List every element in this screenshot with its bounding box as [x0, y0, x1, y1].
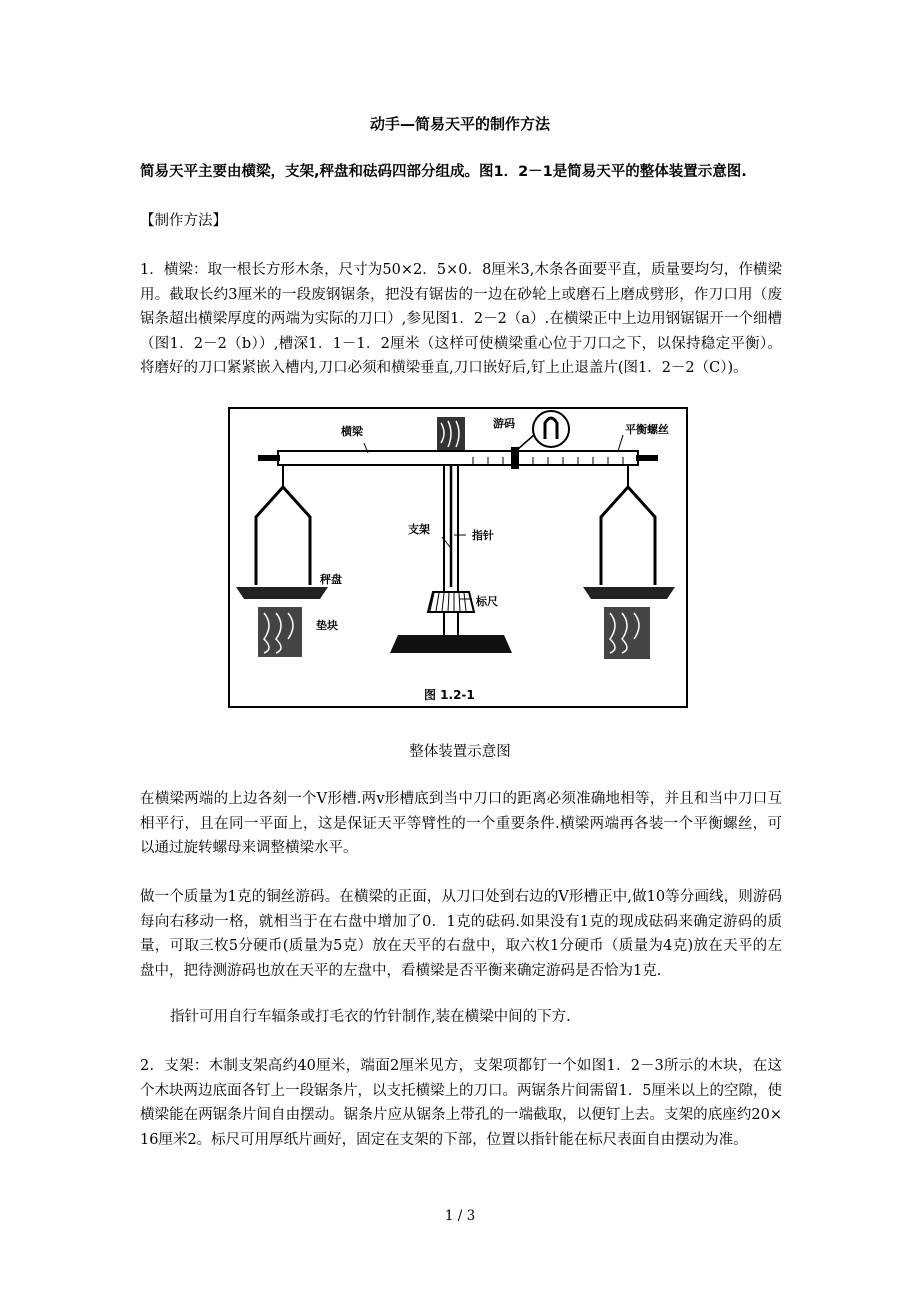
label-block: 垫块	[316, 619, 338, 632]
left-balance-screw	[258, 455, 280, 461]
right-pan	[583, 587, 675, 599]
method-heading: 【制作方法】	[140, 213, 227, 229]
label-rider: 游码	[493, 417, 515, 430]
rider	[511, 447, 519, 469]
figure-inline-caption: 图 1.2-1	[424, 688, 475, 702]
label-stand: 支架	[408, 523, 430, 536]
label-pointer: 指针	[472, 529, 494, 542]
paragraph-beam: 1．横梁：取一根长方形木条，尺寸为50×2．5×0．8厘米3,木条各面要平直，质量要均匀，作横梁用。截取长约3厘米的一段废钢锯条，把没有锯齿的一边在砂轮上或磨石上磨成劈形，作刀口用（废锯条超出横梁厚度的两端为实际的刀口）,参见图1．2－2（a）.在横梁正中上边用钢锯锯开一个细槽（图1．2－2（b））,槽深1．1－1．2厘米（这样可使横梁重心位于刀口之下，以保持稳定平衡）。将磨好的刀口紧紧嵌入槽内,刀口必须和横梁垂直,刀口嵌好后,钉上止退盖片(图1．2－2（C）)。	[140, 262, 782, 376]
intro-paragraph: 简易天平主要由横梁，支架,秤盘和砝码四部分组成。图1．2－1是简易天平的整体装置示意图.	[140, 164, 747, 180]
paragraph-pointer: 指针可用自行车辐条或打毛衣的竹针制作,装在横梁中间的下方.	[170, 1009, 571, 1025]
right-balance-screw	[636, 455, 658, 461]
beam	[278, 451, 638, 465]
stand-base	[390, 635, 512, 653]
balance-diagram	[228, 407, 688, 708]
paragraph-rider: 做一个质量为1克的铜丝游码。在横梁的正面，从刀口处到右边的V形槽正中,做10等分画线，则游码每向右移动一格，就相当于在右盘中增加了0．1克的砝码.如果没有1克的现成砝码来确定游码的质量，可取三枚5分硬币(质量为5克）放在天平的右盘中，取六枚1分硬币（质量为4克)放在天平的左盘中，把待测游码也放在天平的左盘中，看横梁是否平衡来确定游码是否恰为1克.	[140, 889, 782, 979]
label-balance-nut: 平衡螺丝	[625, 423, 669, 436]
page-number: 1 / 3	[444, 1208, 476, 1224]
label-beam: 横梁	[341, 425, 363, 438]
paragraph-stand: 2．支架：木制支架高约40厘米，端面2厘米见方，支架项都钉一个如图1．2－3所示的木块，在这个木块两边底面各钉上一段锯条片，以支托横梁上的刀口。两锯条片间需留1．5厘米以上的空隙，使横梁能在两锯条片间自由摆动。锯条片应从锯条上带孔的一端截取，以便钉上去。支架的底座约20×16厘米2。标尺可用厚纸片画好，固定在支架的下部，位置以指针能在标尺表面自由摆动为准。	[140, 1058, 782, 1148]
figure-caption: 整体装置示意图	[409, 744, 511, 760]
paragraph-v-groove: 在横梁两端的上边各刻一个V形槽.两v形槽底到当中刀口的距离必须准确地相等，并且和当中刀口互相平行，且在同一平面上，这是保证天平等臂性的一个重要条件.横梁两端再各装一个平衡螺丝，可以通过旋转螺母来调整横梁水平。	[140, 791, 782, 856]
left-pan	[236, 587, 328, 599]
scale-plate	[428, 592, 474, 612]
label-scale: 标尺	[476, 595, 498, 608]
label-pan: 秤盘	[320, 573, 342, 586]
document-title: 动手—简易天平的制作方法	[369, 115, 550, 133]
